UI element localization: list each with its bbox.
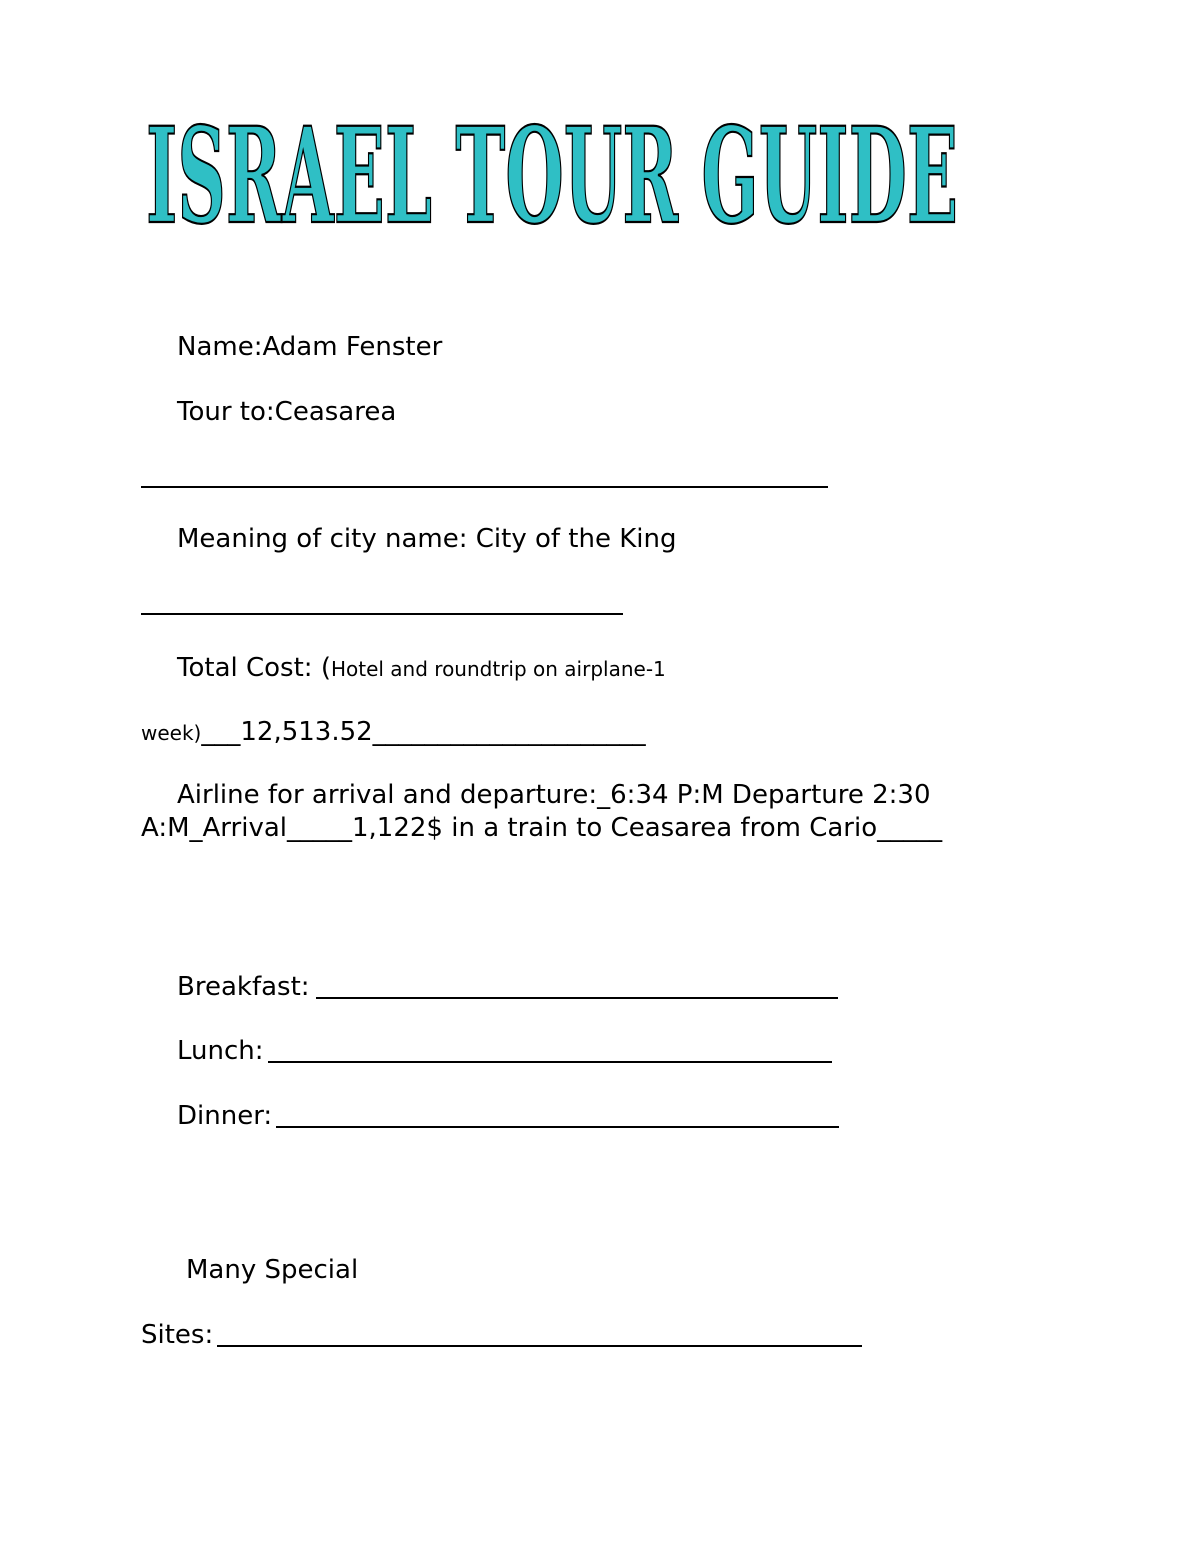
tour-field: Tour to:Ceasarea — [177, 397, 397, 427]
breakfast-blank — [316, 997, 838, 999]
lunch-blank — [268, 1061, 832, 1063]
airline-line-1: Airline for arrival and departure:_6:34 P:M Departure 2:30 — [177, 780, 931, 810]
total-cost-note: Hotel and roundtrip on airplane-1 — [330, 657, 666, 681]
total-cost-value: ___12,513.52_____________________ — [201, 717, 646, 747]
meaning-field: Meaning of city name: City of the King — [177, 524, 677, 554]
sites-label: Sites: — [141, 1320, 214, 1350]
title-text: ISRAEL TOUR GUIDE — [146, 118, 958, 230]
lunch-label: Lunch: — [177, 1036, 264, 1066]
document-title — [146, 118, 966, 230]
name-field: Name:Adam Fenster — [177, 332, 443, 362]
dinner-label: Dinner: — [177, 1101, 273, 1131]
total-cost-line2 — [141, 715, 646, 750]
title-wordart — [146, 118, 966, 230]
total-cost-label: Total Cost: ( — [177, 653, 331, 683]
breakfast-label: Breakfast: — [177, 972, 310, 1002]
dinner-blank — [276, 1126, 839, 1128]
blank-line-1 — [141, 486, 828, 488]
total-cost-line1 — [177, 651, 666, 686]
airline-line-2: A:M_Arrival_____1,122$ in a train to Ceasarea from Cario_____ — [141, 813, 943, 843]
total-cost-week: week) — [141, 721, 202, 745]
blank-line-2 — [141, 613, 623, 615]
sites-blank — [217, 1345, 862, 1347]
special-sites-label: Many Special — [186, 1255, 359, 1285]
